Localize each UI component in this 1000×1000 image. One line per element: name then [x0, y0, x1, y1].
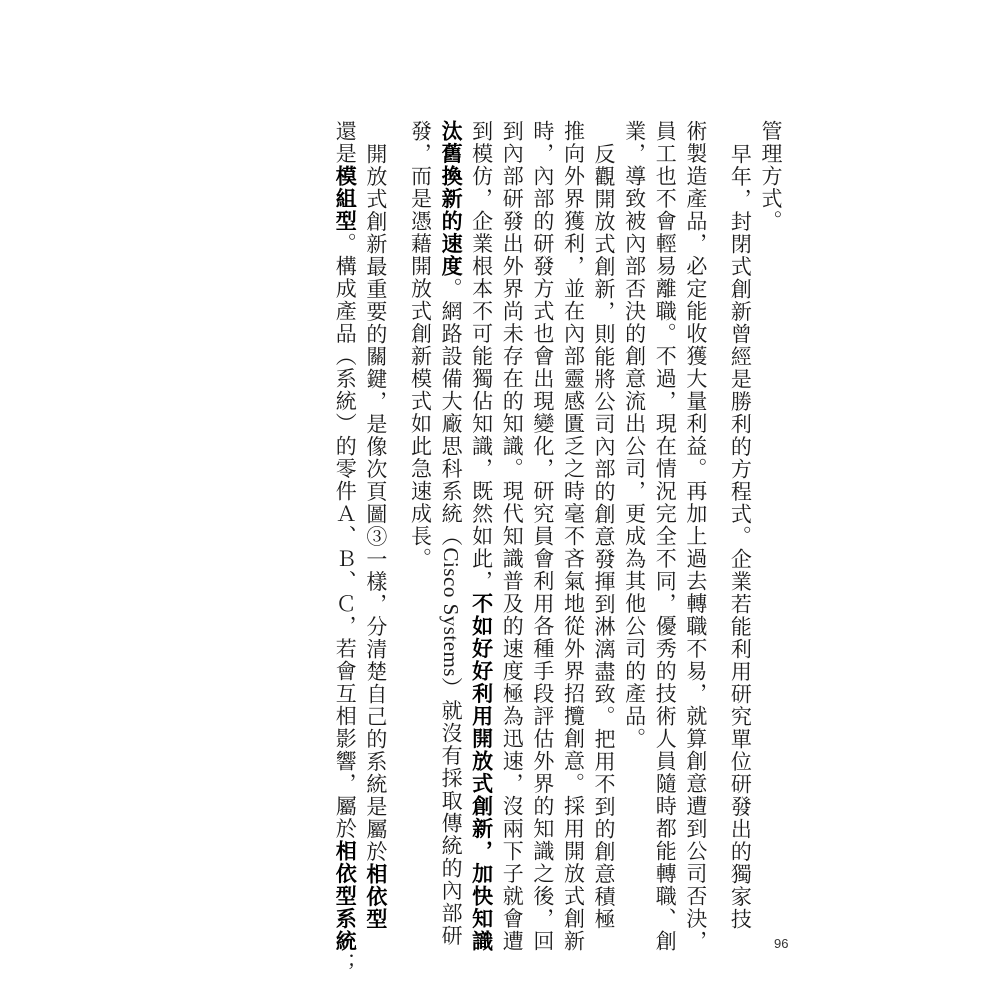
page-number: 96: [774, 936, 789, 951]
text-column-11: 汰舊換新的速度。網路設備大廠思科系統（Cisco Systems）就沒有採取傳統的內部研: [439, 120, 465, 948]
bold-emphasis: 相依型: [363, 863, 389, 931]
text-column-6: 反觀開放式創新，則能將公司內部的創意發揮到淋漓盡致。把用不到的創意積極: [592, 143, 617, 931]
text-column-2: 早年，封閉式創新曾經是勝利的方程式。企業若能利用研究單位研發出的獨家技: [728, 143, 753, 931]
text-column-7: 推向外界獲利，並在內部靈感匱乏之時毫不吝氣地從外界招攬創意。採用開放式創新: [561, 120, 586, 953]
text-column-10: 到模仿，企業根本不可能獨佔知識，既然如此，不如好好利用開放式創新，加快知識: [469, 120, 495, 953]
bold-emphasis: 模組型: [333, 165, 359, 233]
text-column-1: 管理方式。: [759, 120, 783, 233]
text-column-3: 術製造產品，必定能收獲大量利益。再加上過去轉職不易，就算創意遭到公司否決，: [683, 120, 708, 953]
bold-emphasis: 相依型系統: [333, 840, 359, 953]
text-column-14: 還是模組型。構成產品（系統）的零件Ａ、Ｂ、Ｃ，若會互相影響，屬於相依型系統；: [333, 120, 359, 975]
latin-text: Cisco Systems: [439, 547, 464, 678]
text-column-8: 時，內部的研發方式也會出現變化，研究員會利用各種手段評估外界的知識之後，回: [530, 120, 555, 953]
bold-emphasis: 汰舊換新的速度: [439, 120, 465, 278]
text-column-4: 員工也不會輕易離職。不過，現在情況完全不同，優秀的技術人員隨時都能轉職、創: [653, 120, 678, 953]
text-column-5: 業，導致被內部否決的創意流出公司，更成為其他公司的產品。: [622, 120, 647, 750]
text-column-13: 開放式創新最重要的關鍵，是像次頁圖③一樣，分清楚自己的系統是屬於相依型: [363, 143, 389, 931]
bold-emphasis: 不如好好利用開放式創新，加快知識: [469, 592, 495, 953]
text-column-9: 到內部研發出外界尚未存在的知識。現代知識普及的速度極為迅速，沒兩下子就會遭: [500, 120, 525, 953]
text-column-12: 發，而是憑藉開放式創新模式如此急速成長。: [408, 120, 433, 570]
